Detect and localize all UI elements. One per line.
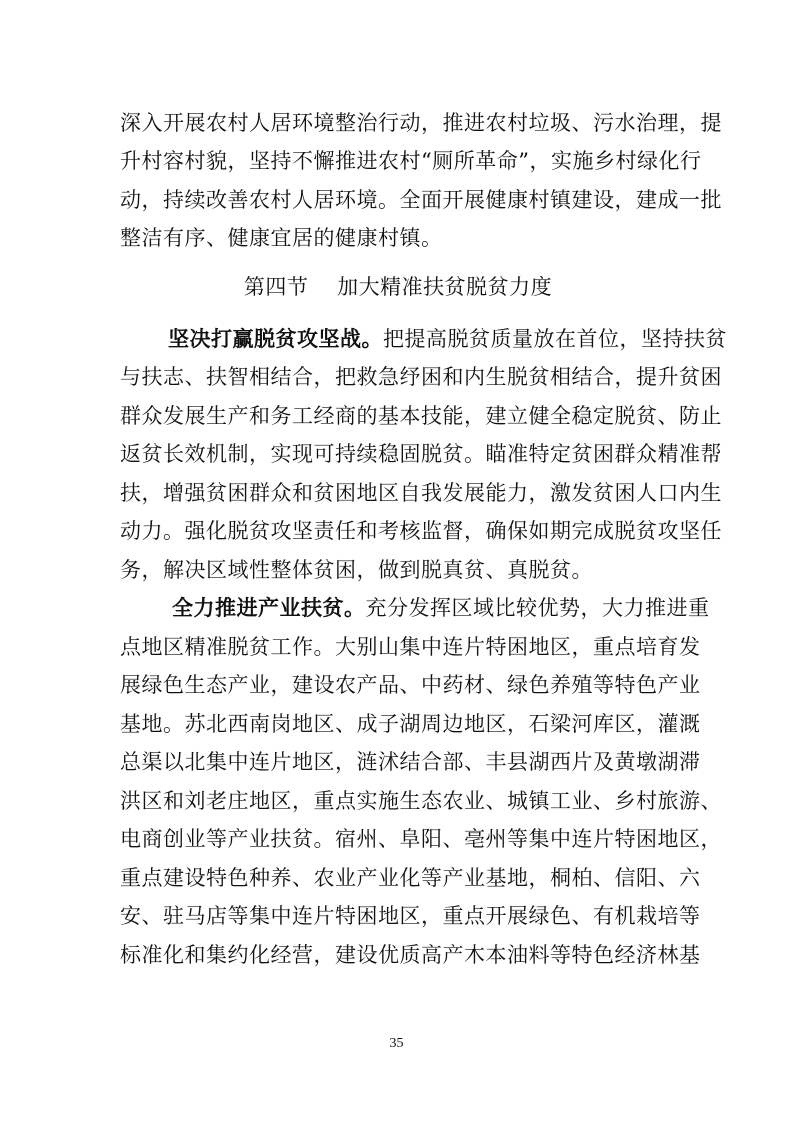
- paragraph1-line-7: 务，解决区域性整体贫困，做到脱真贫、真脱贫。: [120, 558, 593, 582]
- section-heading: 第四节 加大精准扶贫脱贫力度: [243, 275, 553, 299]
- paragraph2-line-7: 电商创业等产业扶贫。宿州、阜阳、亳州等集中连片特困地区，: [120, 827, 722, 851]
- paragraph2-first-rest: 充分发挥区域比较优势，大力推进重: [365, 596, 710, 620]
- paragraph2-line-8: 重点建设特色种养、农业产业化等产业基地，桐柏、信阳、六: [120, 866, 701, 890]
- paragraph1-line-2: 与扶志、扶智相结合，把救急纾困和内生脱贫相结合，提升贫困: [120, 365, 722, 389]
- paragraph2-line-1: [120, 593, 710, 623]
- paragraph2-line-10: 标准化和集约化经营，建设优质高产木本油料等特色经济林基: [120, 943, 701, 967]
- intro-line-3: 动，持续改善农村人居环境。全面开展健康村镇建设，建成一批: [120, 188, 722, 212]
- paragraph2-line-3: 展绿色生态产业，建设农产品、中药材、绿色养殖等特色产业: [120, 673, 701, 697]
- paragraph2-line-5: 总渠以北集中连片地区，涟沭结合部、丰县湖西片及黄墩湖滞: [120, 750, 701, 774]
- paragraph1-line-5: 扶，增强贫困群众和贫困地区自我发展能力，激发贫困人口内生: [120, 481, 722, 505]
- paragraph2-line-6: 洪区和刘老庄地区，重点实施生态农业、城镇工业、乡村旅游、: [120, 789, 722, 813]
- paragraph1-lead: 坚决打赢脱贫攻坚战。: [168, 326, 383, 351]
- paragraph1-line-3: 群众发展生产和务工经商的基本技能，建立健全稳定脱贫、防止: [120, 404, 722, 428]
- intro-line-1: 深入开展农村人居环境整治行动，推进农村垃圾、污水治理，提: [120, 111, 722, 135]
- paragraph1-first-rest: 把提高脱贫质量放在首位，坚持扶贫: [383, 327, 727, 351]
- paragraph2-line-4: 基地。苏北西南岗地区、成子湖周边地区，石梁河库区，灌溉: [120, 712, 701, 736]
- paragraph2-line-2: 点地区精准脱贫工作。大别山集中连片特困地区，重点培育发: [120, 635, 701, 659]
- page-number: 35: [389, 1036, 404, 1051]
- paragraph2-line-9: 安、驻马店等集中连片特困地区，重点开展绿色、有机栽培等: [120, 904, 701, 928]
- paragraph1-line-4: 返贫长效机制，实现可持续稳固脱贫。瞄准特定贫困群众精准帮: [120, 442, 722, 466]
- paragraph1-line-6: 动力。强化脱贫攻坚责任和考核监督，确保如期完成脱贫攻坚任: [120, 519, 722, 543]
- intro-line-4: 整洁有序、健康宜居的健康村镇。: [120, 226, 443, 250]
- paragraph1-line-1: [120, 324, 727, 354]
- paragraph2-lead: 全力推进产业扶贫。: [172, 595, 366, 620]
- intro-line-2: 升村容村貌，坚持不懈推进农村“厕所革命”，实施乡村绿化行: [120, 149, 702, 173]
